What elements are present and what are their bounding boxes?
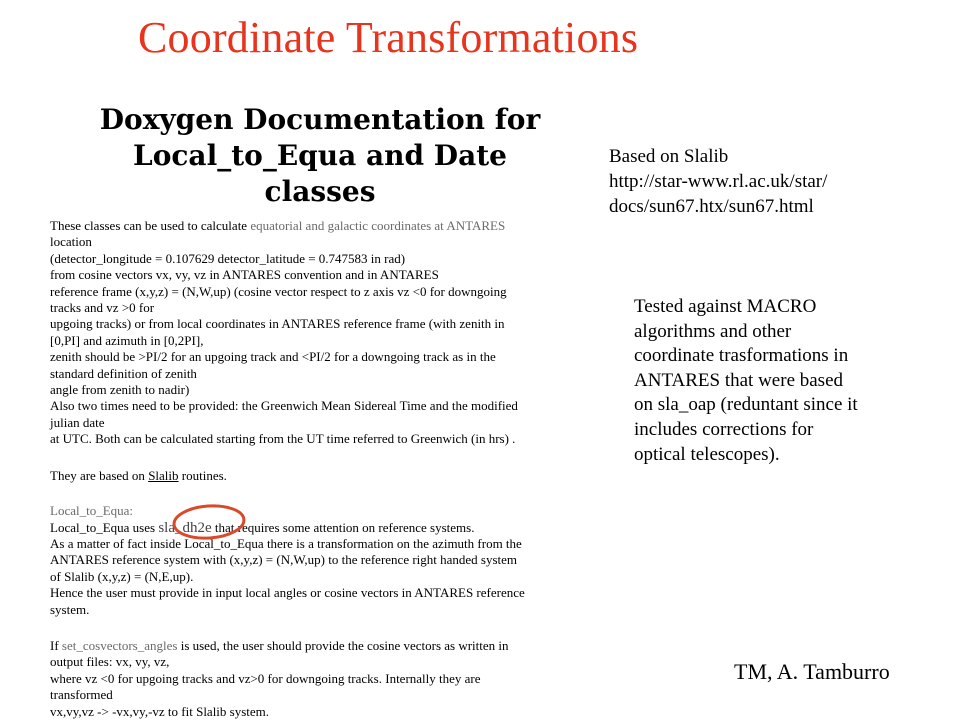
tested-line: Tested against MACRO: [634, 296, 817, 317]
tested-line: algorithms and other: [634, 320, 792, 342]
doc-line: vx,vy,vz -> -vx,vy,-vz to fit Slalib system.: [50, 703, 270, 719]
doc-heading: [60, 102, 580, 210]
doc-paragraph-intro: [50, 218, 595, 448]
doc-text: These classes can be used to calculate: [50, 218, 251, 233]
doc-line: [50, 638, 595, 654]
doc-heading-line-2: Local_to_Equa and Date: [133, 139, 507, 172]
doc-paragraph-local-to-equa: [50, 503, 595, 618]
doc-text: They are based on: [50, 467, 149, 483]
tested-line: on sla_oap (reduntant since it: [634, 394, 858, 416]
tested-line: optical telescopes).: [634, 443, 780, 465]
doc-line: zenith should be >PI/2 for an upgoing track and <PI/2 for a downgoing track as in the: [50, 349, 496, 365]
doc-line: [50, 520, 595, 536]
doc-line: angle from zenith to nadir): [50, 382, 190, 398]
doc-heading-line-3: classes: [264, 175, 376, 208]
doc-line: from cosine vectors vx, vy, vz in ANTARES convention and in ANTARES: [50, 267, 439, 283]
doc-line: location: [50, 234, 92, 250]
doc-line: system.: [50, 601, 90, 617]
doc-line: Also two times need to be provided: the Greenwich Mean Sidereal Time and the modified: [50, 398, 518, 414]
doc-line: As a matter of fact inside Local_to_Equa there is a transformation on the azimuth from the: [50, 535, 522, 551]
doc-line: [50, 218, 595, 234]
tested-line: includes corrections for: [634, 418, 814, 440]
doc-line: [0,PI] and azimuth in [0,2PI],: [50, 332, 204, 348]
based-on-url-line: docs/sun67.htx/sun67.html: [609, 196, 814, 217]
based-on-note: [609, 144, 827, 219]
author-credit: TM, A. Tamburro: [734, 659, 890, 684]
doc-line: (detector_longitude = 0.107629 detector_latitude = 0.747583 in rad): [50, 250, 406, 266]
doc-line: Hence the user must provide in input local angles or cosine vectors in ANTARES reference: [50, 585, 525, 601]
sla-dh2e-reference: sla_dh2e: [158, 519, 212, 536]
doc-line: transformed: [50, 687, 113, 703]
tested-note: [634, 295, 858, 467]
doc-line: julian date: [50, 414, 105, 430]
doc-heading-line-1: Doxygen Documentation for: [99, 103, 541, 136]
doc-line: tracks and vz >0 for: [50, 300, 155, 316]
based-on-line: Based on Slalib: [609, 146, 729, 167]
based-on-url-line: http://star-www.rl.ac.uk/star/: [609, 171, 828, 192]
doc-text: that requires some attention on reference systems.: [211, 519, 475, 535]
doc-paragraph-slalib: [50, 468, 595, 484]
doc-text: routines.: [178, 467, 227, 483]
slide-title: Coordinate Transformations: [138, 13, 639, 62]
tested-line: coordinate trasformations in: [634, 345, 849, 367]
doc-line: of Slalib (x,y,z) = (N,E,up).: [50, 568, 194, 584]
slalib-link[interactable]: Slalib: [148, 467, 179, 483]
doc-line: output files: vx, vy, vz,: [50, 654, 170, 670]
doc-line: where vz <0 for upgoing tracks and vz>0 for downgoing tracks. Internally they are: [50, 670, 481, 686]
doc-paragraph-cosvectors: [50, 638, 595, 720]
tested-line: ANTARES that were based: [634, 369, 844, 391]
doc-line: upgoing tracks) or from local coordinates in ANTARES reference frame (with zenith in: [50, 316, 505, 332]
doc-section-heading: Local_to_Equa:: [50, 503, 134, 519]
doc-line: reference frame (x,y,z) = (N,W,up) (cosine vector respect to z axis vz <0 for downgoing: [50, 283, 507, 299]
doc-text: If: [50, 637, 62, 653]
doc-text: Local_to_Equa uses: [50, 519, 159, 535]
set-cosvectors-reference: set_cosvectors_angles: [61, 637, 178, 653]
doc-line: at UTC. Both can be calculated starting from the UT time referred to Greenwich (in hrs) .: [50, 431, 516, 447]
doc-highlight-text: equatorial and galactic coordinates at ANTARES: [250, 218, 506, 233]
doc-line: [50, 468, 595, 484]
doc-line: ANTARES reference system with (x,y,z) = (N,W,up) to the reference right handed system: [50, 552, 518, 568]
doc-body: [50, 218, 595, 720]
doc-line: standard definition of zenith: [50, 365, 197, 381]
doc-text: is used, the user should provide the cosine vectors as written in: [177, 637, 509, 653]
